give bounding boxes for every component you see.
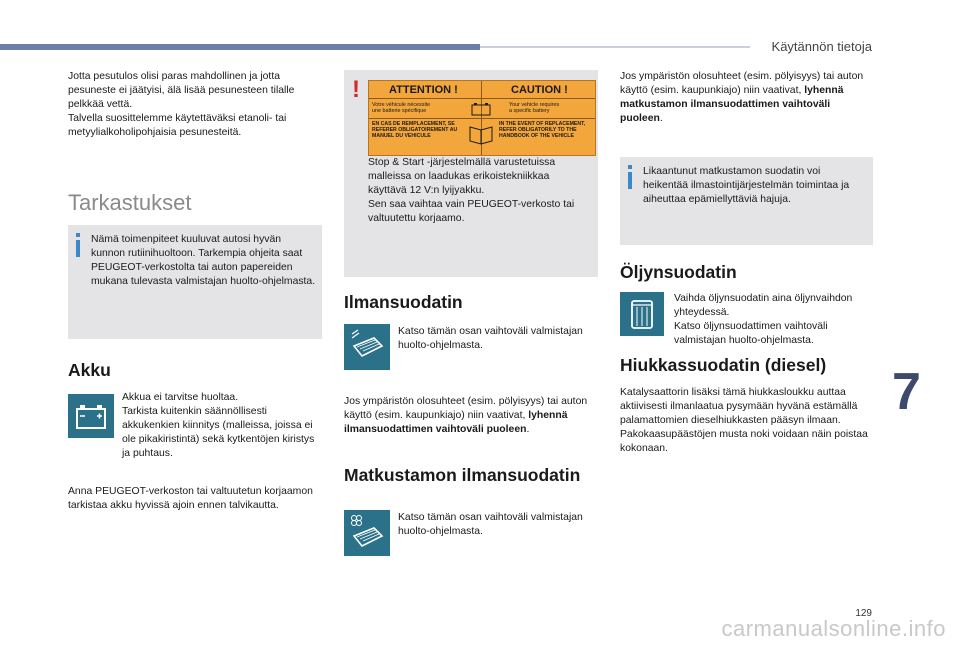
label-en-bold: IN THE EVENT OF REPLACEMENT, REFER OBLIGATORILY TO THE HANDBOOK OF THE VEHICLE: [499, 121, 586, 139]
warning-exclamation-icon: !: [352, 76, 360, 103]
info-icon: [76, 233, 80, 257]
watermark: carmanualsonline.info: [721, 616, 946, 641]
ilmansuodatin-text-2: Jos ympäristön olosuhteet (esim. pölyisyys) tai auton käyttö (esim. kaupunkiajo) niin vaativat, lyhennä ilmansuodattimen vaihtoväli puoleen.: [344, 396, 588, 435]
hiukkas-text: Katalysaattorin lisäksi tämä hiukkasloukku auttaa aktiivisesti ilmanlaatua pysymään hyvänä estämällä palamattomien dieselhiukkasten pääsyn ilmaan. Pakokaasupäästöjen musta noki voidaan näin poistaa kokonaan.: [620, 387, 868, 454]
akku-text-2: Anna PEUGEOT-verkoston tai valtuutetun korjaamon tarkistaa akku hyvissä ajoin ennen talvikautta.: [68, 486, 313, 511]
chapter-number: 7: [892, 363, 921, 421]
tarkastukset-heading: Tarkastukset: [68, 190, 192, 215]
oljy-heading: Öljynsuodatin: [620, 262, 737, 282]
oljy-text: Vaihda öljynsuodatin aina öljynvaihdon yhteydessä. Katso öljynsuodattimen vaihtoväli valmistajan huolto-ohjelmasta.: [674, 293, 853, 346]
tarkastukset-info-text: Nämä toimenpiteet kuuluvat autosi hyvän kunnon rutiinihuoltoon. Tarkempia ohjeita saat PEUGEOT-verkostolta tai auton papereiden mukana tulevasta valmistajan huolto-ohjelmasta.: [91, 234, 316, 287]
akku-heading: Akku: [68, 360, 111, 380]
ilmansuodatin-heading: Ilmansuodatin: [344, 292, 463, 312]
akku-text: Akkua ei tarvitse huoltaa. Tarkista kuitenkin säännöllisesti akkukenkien kiinnitys (malleissa, joissa ei ole pikakiristintä) sekä kytkentöjen kiristys ja puhtaus.: [122, 392, 315, 459]
cabin-filter-icon: [344, 510, 390, 556]
label-en-line2: a specific battery: [509, 108, 550, 114]
cabin-interval-text: Jos ympäristön olosuhteet (esim. pölyisyys) tai auton käyttö (esim. kaupunkiajo) niin vaativat, lyhennä matkustamon ilmansuodattimen vaihtoväli puoleen.: [620, 71, 864, 124]
section-title: Käytännön tietoja: [771, 39, 872, 54]
info-icon: [628, 165, 632, 189]
label-en-line1: Your vehicle requires: [509, 102, 560, 108]
header-rule-thin: [480, 46, 750, 48]
battery-small-icon: [469, 102, 493, 116]
header-rule: [0, 44, 480, 50]
matkustamo-text: Katso tämän osan vaihtoväli valmistajan huolto-ohjelmasta.: [398, 512, 583, 537]
matkustamo-heading: Matkustamon ilmansuodatin: [344, 465, 581, 485]
label-caution: CAUTION !: [511, 84, 568, 96]
cabin-info-text: Likaantunut matkustamon suodatin voi heikentää ilmastointijärjestelmän toimintaa ja aiheuttaa epämiellyttäviä hajuja.: [643, 166, 850, 205]
cabin-info-box: [620, 157, 873, 245]
battery-label-box: [344, 70, 598, 277]
label-fr-line1: Votre véhicule nécessite: [372, 102, 431, 108]
label-attention: ATTENTION !: [389, 84, 458, 96]
battery-warning-label: [368, 80, 596, 156]
air-filter-icon: [344, 324, 390, 370]
book-icon: [467, 123, 495, 145]
page-number: 129: [855, 608, 872, 619]
tarkastukset-info-box: [68, 225, 322, 339]
hiukkas-heading: Hiukkassuodatin (diesel): [620, 355, 827, 375]
label-fr-bold: EN CAS DE REMPLACEMENT, SE REFERER OBLIGATOIREMENT AU MANUEL DU VEHICULE: [372, 121, 458, 139]
oil-filter-icon: [620, 292, 664, 336]
stopstart-text: Stop & Start -järjestelmällä varustetuissa malleissa on laadukas erikoistekniikkaa käyttävä 12 V:n lyijyakku. Sen saa vaihtaa vain PEUGEOT-verkosto tai valtuutettu korjaamo.: [368, 157, 575, 224]
battery-icon: [68, 394, 114, 438]
ilmansuodatin-text: Katso tämän osan vaihtoväli valmistajan huolto-ohjelmasta.: [398, 326, 583, 351]
label-fr-line2: une batterie spécifique: [372, 108, 427, 114]
intro-paragraph: Jotta pesutulos olisi paras mahdollinen ja jotta pesuneste ei jäätyisi, älä lisää pesunesteen tilalle pelkkää vettä. Talvella suosittelemme käytettäväksi etanoli- tai metyylialkoholipohjaisia pesunesteitä.: [68, 71, 295, 138]
